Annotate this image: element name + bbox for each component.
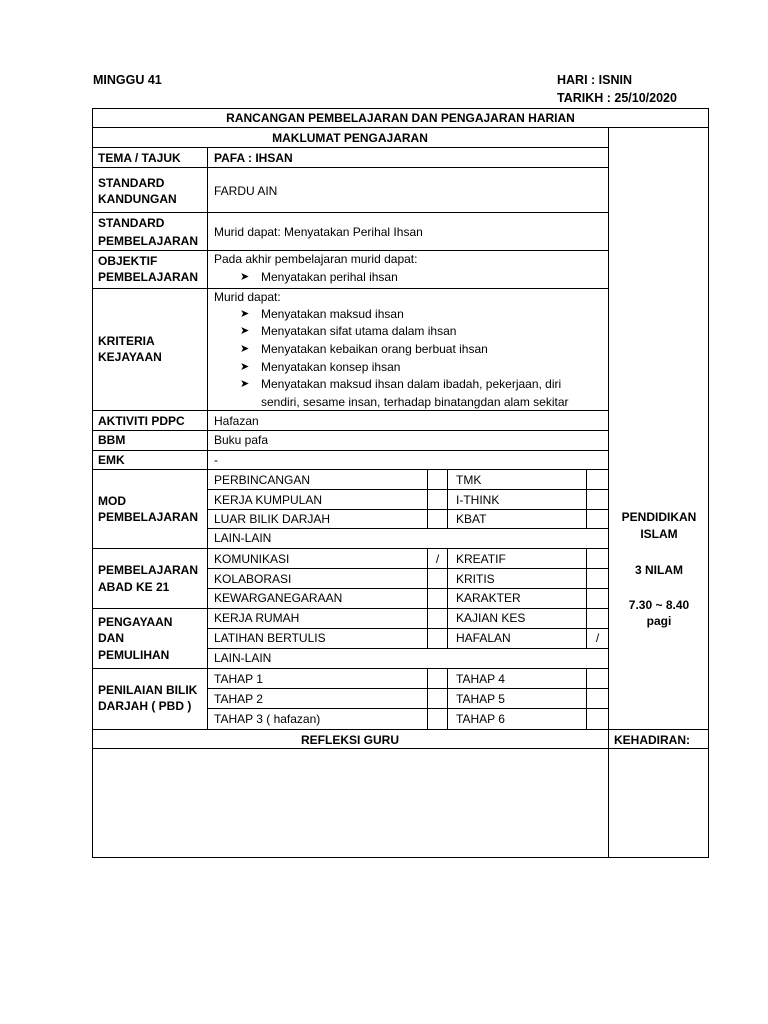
table-rule [447, 469, 448, 528]
option-cell: TAHAP 6 [456, 712, 505, 726]
option-cell: TAHAP 4 [456, 672, 505, 686]
arrow-bullet-icon: ➤ [240, 308, 250, 320]
label-pbd: DARJAH ( PBD ) [98, 699, 192, 713]
option-cell: LAIN-LAIN [214, 651, 272, 665]
option-cell: TAHAP 2 [214, 692, 263, 706]
table-rule [92, 167, 609, 168]
table-rule [92, 430, 609, 431]
option-cell: KARAKTER [456, 591, 521, 605]
kriteria-item: Menyatakan sifat utama dalam ihsan [261, 324, 457, 338]
table-rule [207, 509, 608, 510]
table-rule [427, 668, 428, 729]
value-bbm: Buku pafa [214, 433, 269, 447]
table-rule [92, 548, 609, 549]
arrow-bullet-icon: ➤ [240, 361, 250, 373]
label-mod: MOD [98, 494, 126, 508]
table-rule [92, 469, 609, 470]
value-emk: - [214, 453, 218, 467]
option-cell: PERBINCANGAN [214, 473, 311, 487]
option-cell: LATIHAN BERTULIS [214, 631, 326, 645]
table-rule [447, 548, 448, 648]
label-abad: ABAD KE 21 [98, 580, 170, 594]
label-pengayaan: DAN [98, 631, 124, 645]
table-rule [92, 212, 609, 213]
table-rule [207, 588, 608, 589]
label-tema: TEMA / TAJUK [98, 151, 181, 165]
value-kriteria-intro: Murid dapat: [214, 290, 281, 304]
option-cell: LAIN-LAIN [214, 531, 272, 545]
divider [92, 127, 709, 128]
table-rule [92, 250, 609, 251]
label-objektif: PEMBELAJARAN [98, 270, 199, 284]
option-cell: KOLABORASI [214, 572, 292, 586]
main-title: RANCANGAN PEMBELAJARAN DAN PENGAJARAN HARIAN [226, 111, 575, 125]
option-cell: TAHAP 3 ( hafazan) [214, 712, 321, 726]
option-cell: KOMUNIKASI [214, 552, 290, 566]
label-emk: EMK [98, 453, 125, 467]
subject-name: PENDIDIKAN [621, 510, 697, 524]
kriteria-item: Menyatakan konsep ihsan [261, 360, 401, 374]
table-rule [92, 668, 609, 669]
label-pbd: PENILAIAN BILIK [98, 683, 198, 697]
option-cell: LUAR BILIK DARJAH [214, 512, 331, 526]
label-pengayaan: PEMULIHAN [98, 648, 170, 662]
value-aktiviti: Hafazan [214, 414, 259, 428]
label-aktiviti: AKTIVITI PDPC [98, 414, 185, 428]
table-rule [92, 288, 609, 289]
divider [92, 147, 609, 148]
table-rule [586, 668, 587, 729]
label-sk: STANDARD [98, 176, 165, 190]
table-rule [207, 568, 608, 569]
option-cell: I-THINK [456, 493, 500, 507]
lesson-time: pagi [646, 614, 672, 628]
label-kriteria: KRITERIA [98, 334, 155, 348]
kriteria-item: Menyatakan kebaikan orang berbuat ihsan [261, 342, 488, 356]
label-abad: PEMBELAJARAN [98, 563, 199, 577]
table-rule [447, 668, 448, 729]
table-rule [207, 708, 608, 709]
table-rule [92, 450, 609, 451]
week-label: MINGGU 41 [93, 73, 162, 87]
value-sk: FARDU AIN [214, 184, 278, 198]
objektif-item: Menyatakan perihal ihsan [261, 270, 398, 284]
arrow-bullet-icon: ➤ [240, 343, 250, 355]
check-mark: / [595, 631, 600, 645]
date-label: TARIKH : 25/10/2020 [557, 91, 677, 105]
table-rule [207, 648, 608, 649]
table-rule [92, 729, 709, 730]
kriteria-item: Menyatakan maksud ihsan [261, 307, 404, 321]
table-rule [92, 410, 609, 411]
option-cell: KREATIF [456, 552, 506, 566]
value-tema: PAFA : IHSAN [214, 151, 293, 165]
arrow-bullet-icon: ➤ [240, 378, 250, 390]
option-cell: KRITIS [456, 572, 495, 586]
table-rule [207, 489, 608, 490]
option-cell: TAHAP 5 [456, 692, 505, 706]
label-pengayaan: PENGAYAAN [98, 615, 173, 629]
subject-name: ISLAM [640, 527, 678, 541]
label-kriteria: KEJAYAAN [98, 350, 162, 364]
value-sp: Murid dapat: Menyatakan Perihal Ihsan [214, 225, 423, 239]
table-rule [207, 688, 608, 689]
lesson-time: 7.30 ~ 8.40 [628, 598, 690, 612]
label-sk: KANDUNGAN [98, 192, 177, 206]
option-cell: TMK [456, 473, 482, 487]
table-rule [586, 469, 587, 528]
divider [207, 147, 208, 729]
label-mod: PEMBELAJARAN [98, 510, 199, 524]
option-cell: KBAT [456, 512, 487, 526]
table-rule [207, 528, 608, 529]
option-cell: KEWARGANEGARAAN [214, 591, 343, 605]
check-mark: / [435, 552, 440, 566]
refleksi-guru-header: REFLEKSI GURU [300, 733, 399, 747]
kehadiran-header: KEHADIRAN: [614, 733, 690, 747]
label-bbm: BBM [98, 433, 126, 447]
kriteria-item: Menyatakan maksud ihsan dalam ibadah, pekerjaan, diri [261, 377, 562, 391]
kriteria-item-continued: sendiri, sesame insan, terhadap binatangdan alam sekitar [261, 395, 569, 409]
value-objektif-intro: Pada akhir pembelajaran murid dapat: [214, 252, 418, 266]
option-cell: KERJA KUMPULAN [214, 493, 323, 507]
option-cell: TAHAP 1 [214, 672, 263, 686]
table-rule [92, 608, 609, 609]
option-cell: KAJIAN KES [456, 611, 526, 625]
table-rule [207, 628, 608, 629]
option-cell: HAFALAN [456, 631, 511, 645]
label-objektif: OBJEKTIF [98, 254, 158, 268]
option-cell: KERJA RUMAH [214, 611, 300, 625]
day-label: HARI : ISNIN [557, 73, 632, 87]
section-title: MAKLUMAT PENGAJARAN [272, 131, 428, 145]
arrow-bullet-icon: ➤ [240, 271, 250, 283]
label-sp: STANDARD [98, 216, 165, 230]
table-rule [92, 748, 709, 749]
class-name: 3 NILAM [635, 563, 683, 577]
arrow-bullet-icon: ➤ [240, 325, 250, 337]
label-sp: PEMBELAJARAN [98, 234, 199, 248]
table-rule [427, 469, 428, 528]
